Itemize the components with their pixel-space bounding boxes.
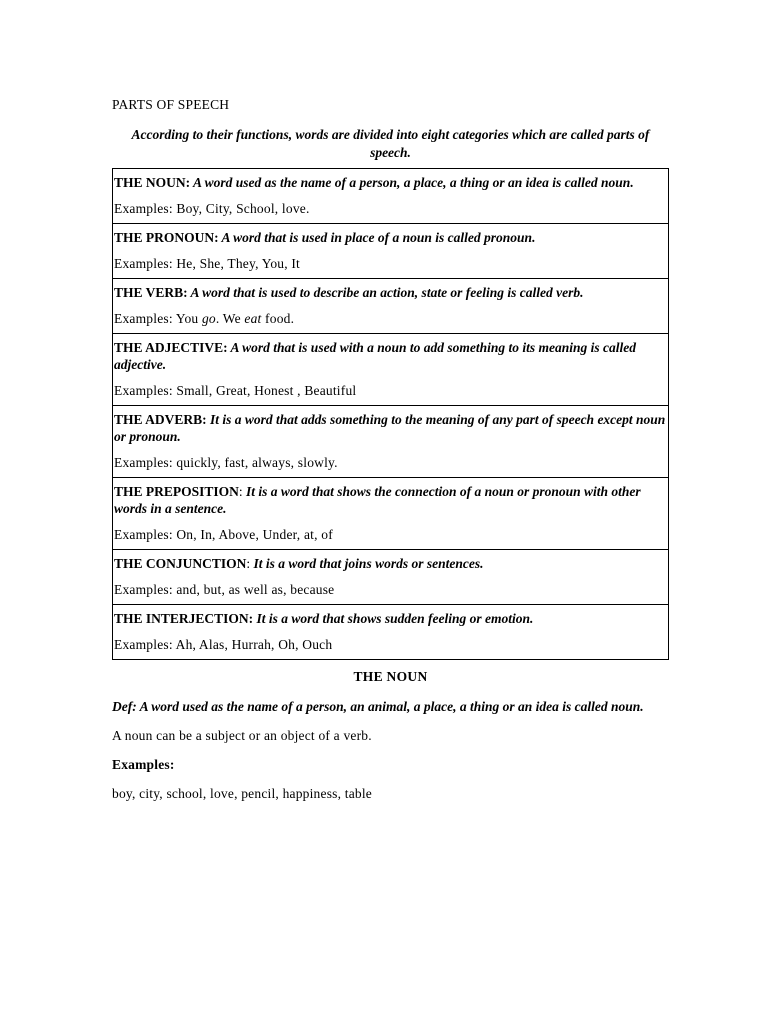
examples-line (114, 526, 667, 543)
term-separator: : (246, 556, 254, 571)
term-definition: It is a word that adds something to the meaning of any part of speech except noun or pronoun. (114, 412, 666, 444)
term-label: THE CONJUNCTION (114, 556, 247, 571)
term-label: THE ADVERB: (114, 412, 207, 427)
noun-section-heading: THE NOUN (353, 669, 428, 684)
example-text: Examples: Boy, City, School, love. (114, 201, 310, 216)
term-label: THE NOUN: (114, 175, 191, 190)
examples-line (114, 255, 667, 272)
example-text: Examples: You (114, 311, 202, 326)
intro-text: According to their functions, words are divided into eight categories which are called parts of speech. (131, 127, 650, 160)
noun-definition: Def: A word used as the name of a person, an animal, a place, a thing or an idea is called noun. (112, 699, 644, 714)
table-cell (113, 478, 669, 550)
definition-line (114, 555, 667, 572)
term-separator: : (238, 484, 247, 499)
table-row (113, 478, 669, 550)
term-label: THE PREPOSITION (114, 484, 239, 499)
term-label: THE PRONOUN: (114, 230, 219, 245)
examples-line (114, 200, 667, 217)
example-text: Examples: Ah, Alas, Hurrah, Oh, Ouch (114, 637, 333, 652)
noun-note: A noun can be a subject or an object of a verb. (112, 728, 372, 743)
noun-examples: boy, city, school, love, pencil, happiness, table (112, 786, 372, 801)
example-text: Examples: quickly, fast, always, slowly. (114, 455, 338, 470)
examples-label: Examples: (112, 757, 175, 772)
definition-line (114, 284, 667, 301)
term-definition: It is a word that joins words or sentences. (253, 556, 484, 571)
term-label: THE ADJECTIVE: (114, 340, 228, 355)
definition-line (114, 229, 667, 246)
example-text: Examples: He, She, They, You, It (114, 256, 301, 271)
term-definition: A word that is used in place of a noun is called pronoun. (218, 230, 536, 245)
example-italic-word: go (201, 311, 216, 326)
example-italic-word: eat (244, 311, 262, 326)
table-cell (113, 334, 669, 406)
term-definition: A word that is used with a noun to add something to its meaning is called adjective. (114, 340, 636, 372)
term-label: THE INTERJECTION: (114, 611, 254, 626)
example-text: Examples: Small, Great, Honest , Beautiful (114, 383, 357, 398)
table-cell (113, 550, 669, 605)
definition-line (114, 411, 667, 445)
table-cell (113, 406, 669, 478)
document-page (112, 96, 669, 814)
definition-line (114, 610, 667, 627)
table-cell (113, 279, 669, 334)
examples-line (114, 310, 667, 327)
term-label: THE VERB: (114, 285, 188, 300)
term-definition: It is a word that shows sudden feeling or emotion. (253, 611, 534, 626)
example-text: food. (261, 311, 295, 326)
table-row (113, 334, 669, 406)
table-row (113, 550, 669, 605)
examples-line (114, 581, 667, 598)
table-row (113, 169, 669, 224)
table-row (113, 605, 669, 660)
examples-line (114, 636, 667, 653)
example-text: Examples: and, but, as well as, because (114, 582, 335, 597)
table-cell (113, 224, 669, 279)
term-definition: A word that is used to describe an action, state or feeling is called verb. (187, 285, 584, 300)
definition-line (114, 483, 667, 517)
table-row (113, 224, 669, 279)
examples-line (114, 454, 667, 471)
table-row (113, 279, 669, 334)
definition-line (114, 174, 667, 191)
table-row (113, 406, 669, 478)
definition-line (114, 339, 667, 373)
table-cell (113, 605, 669, 660)
table-cell (113, 169, 669, 224)
example-text: Examples: On, In, Above, Under, at, of (114, 527, 333, 542)
term-definition: A word used as the name of a person, a place, a thing or an idea is called noun. (190, 175, 634, 190)
page-title: PARTS OF SPEECH (112, 97, 230, 112)
parts-of-speech-table (112, 168, 669, 660)
term-definition: It is a word that shows the connection of a noun or pronoun with other words in a sentence. (114, 484, 641, 516)
example-text: . We (215, 311, 245, 326)
examples-line (114, 382, 667, 399)
